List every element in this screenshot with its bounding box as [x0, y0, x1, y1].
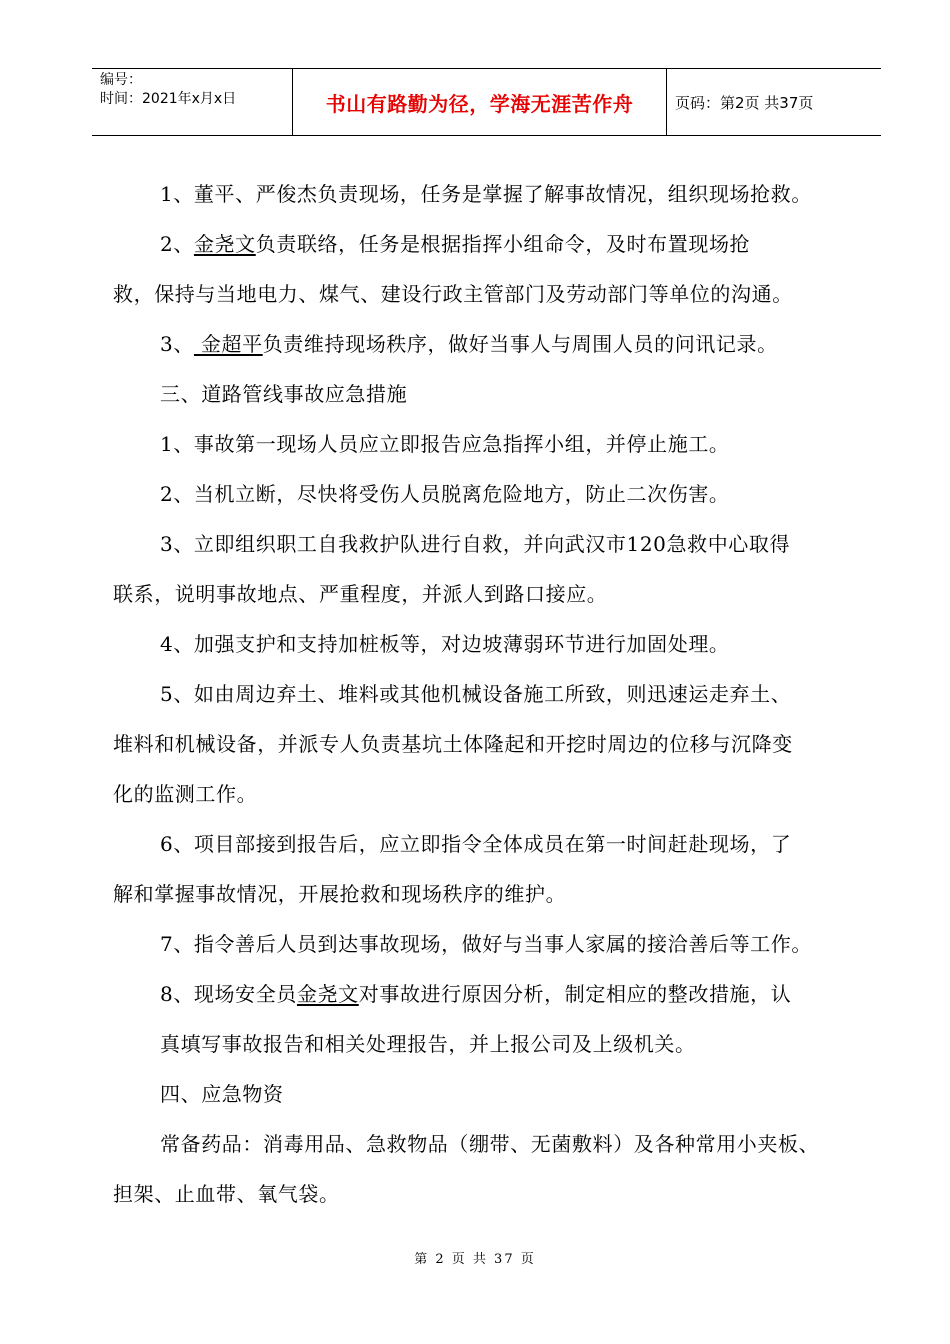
paragraph-2-text: 负责联络，任务是根据指挥小组命令，及时布置现场抢 [255, 232, 751, 256]
supplies-line-1: 常备药品：消毒用品、急救物品（绷带、无菌敷料）及各种常用小夹板、 [160, 1132, 820, 1156]
measure-2: 2、当机立断，尽快将受伤人员脱离危险地方，防止二次伤害。 [160, 482, 730, 506]
paragraph-2-line-2: 救，保持与当地电力、煤气、建设行政主管部门及劳动部门等单位的沟通。 [113, 282, 793, 306]
measure-3-line-1: 3、立即组织职工自我救护队进行自救，并向武汉市120急救中心取得 [160, 532, 791, 556]
section-heading-3: 三、道路管线事故应急措施 [160, 382, 408, 406]
header-page-info: 页码：第2页 共37页 [675, 93, 814, 112]
measure-4: 4、加强支护和支持加桩板等，对边坡薄弱环节进行加固处理。 [160, 632, 730, 656]
measure-3-line-2: 联系，说明事故地点、严重程度，并派人到路口接应。 [113, 582, 608, 606]
person-name: 金尧文 [193, 232, 256, 256]
measure-7: 7、指令善后人员到达事故现场，做好与当事人家属的接洽善后等工作。 [160, 932, 812, 956]
page-footer: 第 2 页 共 37 页 [414, 1252, 536, 1267]
header-number-label: 编号： [100, 72, 142, 88]
measure-5-line-2: 堆料和机械设备，并派专人负责基坑土体隆起和开挖时周边的位移与沉降变 [113, 732, 793, 756]
measure-8-prefix: 8、现场安全员 [160, 982, 297, 1006]
measure-5-line-3: 化的监测工作。 [113, 782, 258, 806]
measure-8-line-2: 真填写事故报告和相关处理报告，并上报公司及上级机关。 [160, 1032, 696, 1056]
measure-8-text: 对事故进行原因分析，制定相应的整改措施，认 [358, 982, 792, 1006]
person-name: 金超平 [193, 332, 263, 356]
paragraph-3-prefix: 3、 [160, 332, 194, 356]
header-page-info-cell [667, 69, 881, 135]
header-time-label: 时间：2021年x月x日 [100, 91, 237, 107]
paragraph-3 [160, 332, 778, 356]
paragraph-2-prefix: 2、 [160, 232, 194, 256]
page-header [92, 68, 881, 136]
measure-5-line-1: 5、如由周边弃土、堆料或其他机械设备施工所致，则迅速运走弃土、 [160, 682, 792, 706]
section-heading-4: 四、应急物资 [160, 1082, 284, 1106]
paragraph-1: 1、董平、严俊杰负责现场，任务是掌握了解事故情况，组织现场抢救。 [160, 182, 812, 206]
supplies-line-2: 担架、止血带、氧气袋。 [113, 1182, 340, 1206]
paragraph-3-text: 负责维持现场秩序，做好当事人与周围人员的问讯记录。 [262, 332, 778, 356]
measure-6-line-1: 6、项目部接到报告后，应立即指令全体成员在第一时间赶赴现场，了 [160, 832, 792, 856]
person-name: 金尧文 [296, 982, 359, 1006]
header-motto: 书山有路勤为径，学海无涯苦作舟 [325, 91, 634, 116]
measure-8-line-1 [160, 982, 791, 1006]
header-meta [92, 69, 293, 135]
paragraph-2-line-1 [160, 232, 750, 256]
header-motto-cell [293, 69, 667, 135]
measure-6-line-2: 解和掌握事故情况，开展抢救和现场秩序的维护。 [113, 882, 567, 906]
measure-1: 1、事故第一现场人员应立即报告应急指挥小组，并停止施工。 [160, 432, 730, 456]
